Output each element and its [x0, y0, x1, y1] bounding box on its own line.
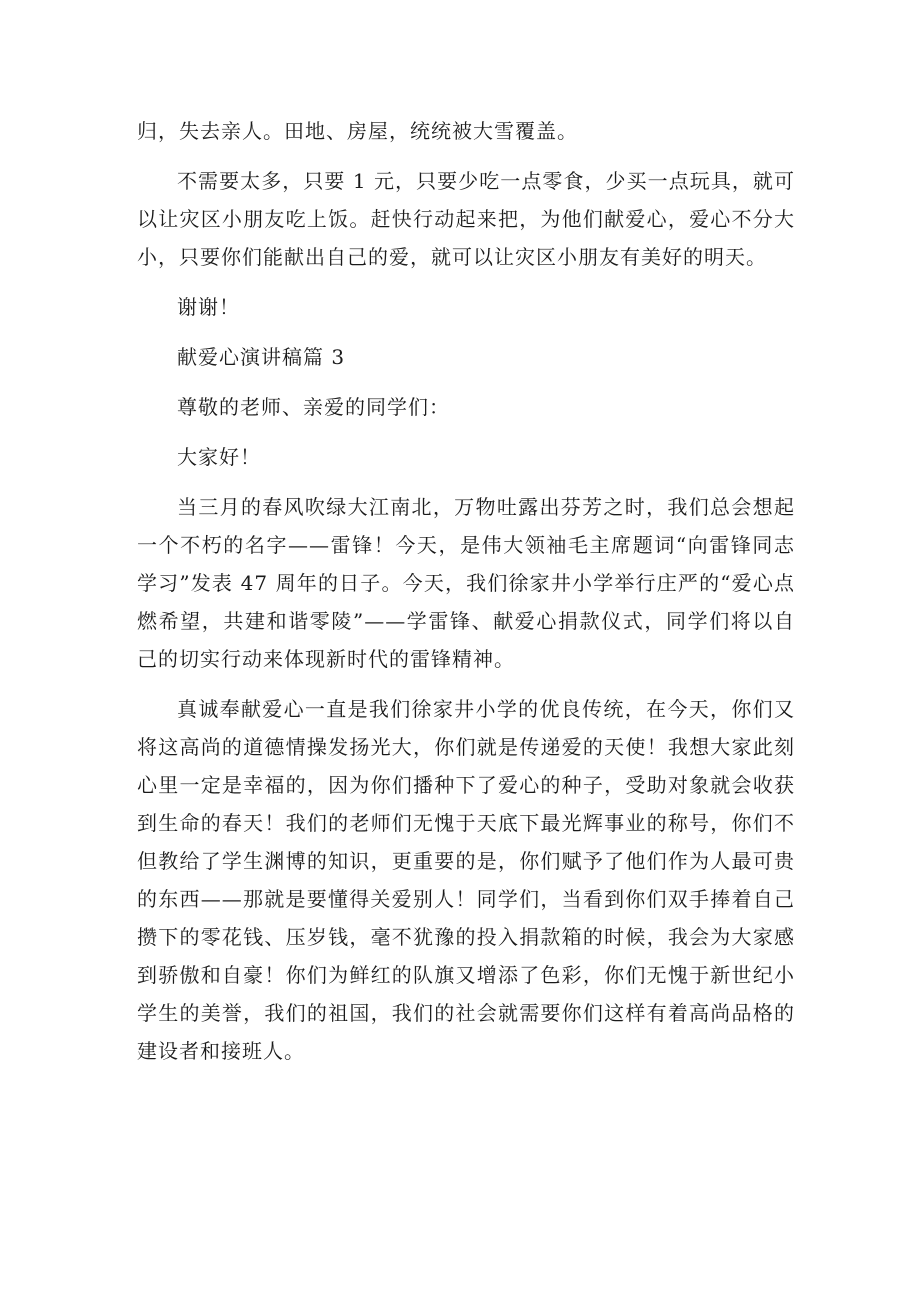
paragraph-lei-feng-intro: 当三月的春风吹绿大江南北，万物吐露出芬芳之时，我们总会想起一个不朽的名字——雷锋！今天，是伟大领袖毛主席题词“向雷锋同志学习”发表 47 周年的日子。今天，我们徐家井小学举行庄严的“爱心点燃希望，共建和谐零陵”——学雷锋、献爱心捐款仪式，同学们将以自己的切实行动来体现新时代的雷锋精神。	[137, 495, 795, 671]
paragraph-greeting: 大家好！	[177, 445, 261, 469]
paragraph-tradition: 真诚奉献爱心一直是我们徐家井小学的优良传统，在今天，你们又将这高尚的道德情操发扬光大，你们就是传递爱的天使！我想大家此刻心里一定是幸福的，因为你们播种下了爱心的种子，受助对象就会收获到生命的春天！我们的老师们无愧于天底下最光辉事业的称号，你们不但教给了学生渊博的知识，更重要的是，你们赋予了他们作为人最可贵的东西——那就是要懂得关爱别人！同学们，当看到你们双手捧着自己攒下的零花钱、压岁钱，毫不犹豫的投入捐款箱的时候，我会为大家感到骄傲和自豪！你们为鲜红的队旗又增添了色彩，你们无愧于新世纪小学生的美誉，我们的祖国，我们的社会就需要你们这样有着高尚品格的建设者和接班人。	[137, 697, 795, 1063]
paragraph-donation-appeal: 不需要太多，只要 1 元，只要少吃一点零食，少买一点玩具，就可以让灾区小朋友吃上饭。赶快行动起来把，为他们献爱心，爱心不分大小，只要你们能献出自己的爱，就可以让灾区小朋友有美好的明天。	[137, 169, 795, 269]
document-body	[137, 112, 795, 1082]
paragraph-salutation: 尊敬的老师、亲爱的同学们：	[177, 395, 450, 419]
paragraph-thanks: 谢谢！	[177, 295, 240, 319]
paragraph-continuation: 归，失去亲人。田地、房屋，统统被大雪覆盖。	[137, 119, 578, 143]
section-heading: 献爱心演讲稿篇 3	[177, 345, 346, 369]
